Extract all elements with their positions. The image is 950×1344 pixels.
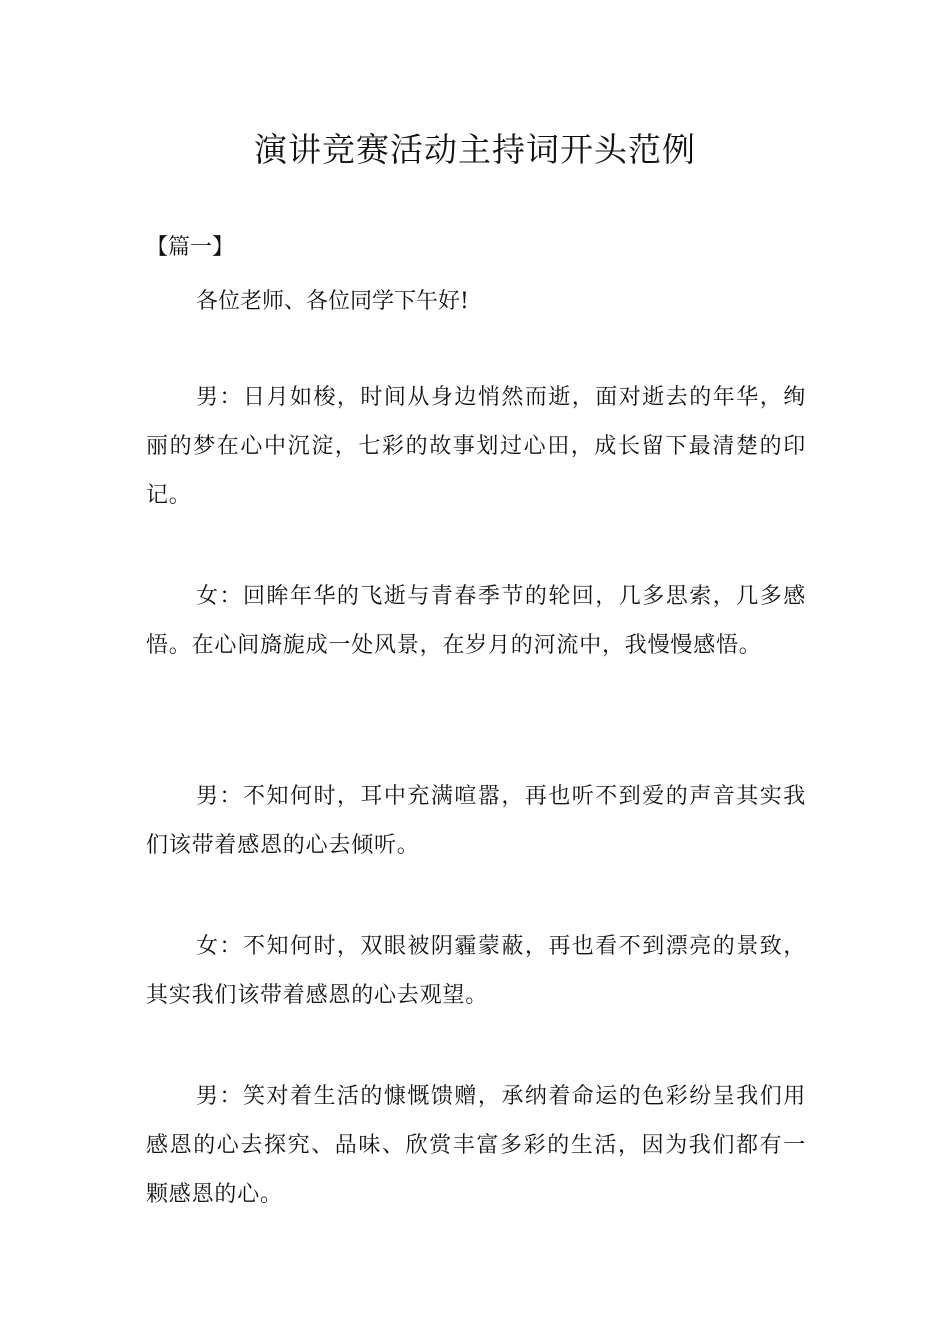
paragraph-male-2: 男：不知何时，耳中充满喧嚣，再也听不到爱的声音其实我们该带着感恩的心去倾听。 [146, 784, 806, 858]
page-title: 演讲竞赛活动主持词开头范例 [254, 130, 696, 169]
section-label: 【篇一】 [146, 235, 235, 260]
greeting-line: 各位老师、各位同学下午好! [196, 289, 469, 314]
paragraph-female-1: 女：回眸年华的飞逝与青春季节的轮回，几多思索，几多感悟。在心间旖旎成一处风景，在岁月的河流中，我慢慢感悟。 [146, 584, 806, 658]
paragraph-male-3: 男：笑对着生活的慷慨馈赠，承纳着命运的色彩纷呈我们用感恩的心去探究、品味、欣赏丰富多彩的生活，因为我们都有一颗感恩的心。 [146, 1084, 806, 1207]
paragraph-female-2: 女：不知何时，双眼被阴霾蒙蔽，再也看不到漂亮的景致，其实我们该带着感恩的心去观望。 [146, 934, 806, 1008]
paragraph-male-1: 男：日月如梭，时间从身边悄然而逝，面对逝去的年华，绚丽的梦在心中沉淀，七彩的故事划过心田，成长留下最清楚的印记。 [146, 385, 806, 508]
